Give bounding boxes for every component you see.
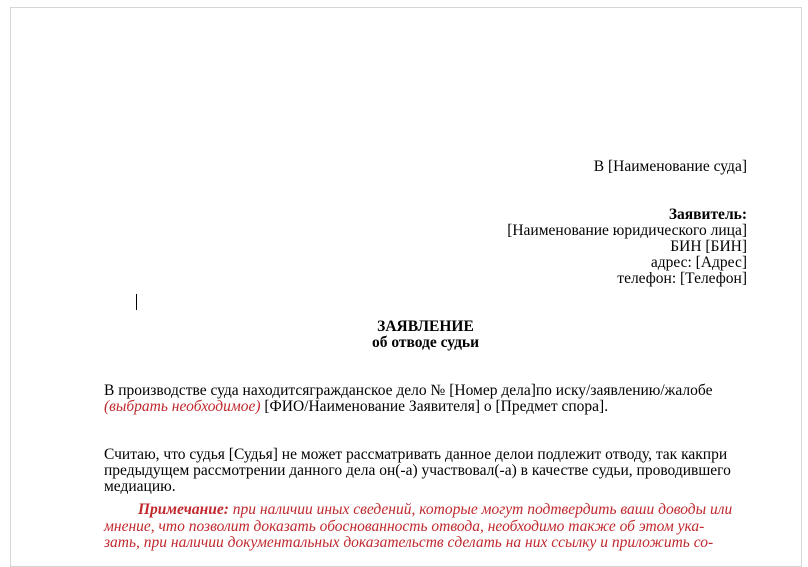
note-line-1 (104, 502, 747, 519)
note-line-3: зать, при наличии документальных доказательств сделать на них ссылку и приложить со- (104, 534, 714, 551)
document-title: ЗАЯВЛЕНИЕ (377, 318, 474, 335)
paragraph-1-rest: [ФИО/Наименование Заявителя] о [Предмет спора]. (260, 398, 609, 415)
paragraph-1 (104, 383, 747, 415)
note-line-1-text: при наличии иных сведений, которые могут подтвердить ваши доводы или (228, 501, 733, 518)
applicant-bin: БИН [БИН] (670, 238, 747, 255)
paragraph-2-line-1: Считаю, что судья [Судья] не может рассматривать данное делои подлежит отводу, так какпри (104, 446, 728, 463)
applicant-label: Заявитель: (668, 206, 747, 223)
note-lead: Примечание: (138, 501, 229, 518)
paragraph-2 (104, 447, 747, 495)
text-cursor (136, 294, 137, 310)
paragraph-1-line-2 (104, 399, 747, 415)
applicant-address: адрес: [Адрес] (650, 254, 747, 271)
paragraph-2-line-2: предыдущем рассмотрении данного дела он(-а) участвовал(-а) в качестве судьи, проводившего (104, 462, 731, 479)
choice-hint: (выбрать необходимое) (104, 398, 261, 415)
document-subtitle: об отводе судьи (371, 334, 480, 351)
paragraph-1-line-1: В производстве суда находитсягражданское дело № [Номер дела]по иску/заявлению/жалобе (104, 382, 713, 399)
paragraph-2-line-3: медиацию. (104, 478, 176, 495)
court-line: В [Наименование суда] (593, 158, 747, 175)
note-block (104, 502, 747, 552)
applicant-phone: телефон: [Телефон] (617, 270, 747, 287)
note-line-2: мнение, что позволит доказать обоснованность отвода, необходимо также об этом ука- (104, 517, 705, 535)
applicant-name: [Наименование юридического лица] (507, 222, 747, 239)
